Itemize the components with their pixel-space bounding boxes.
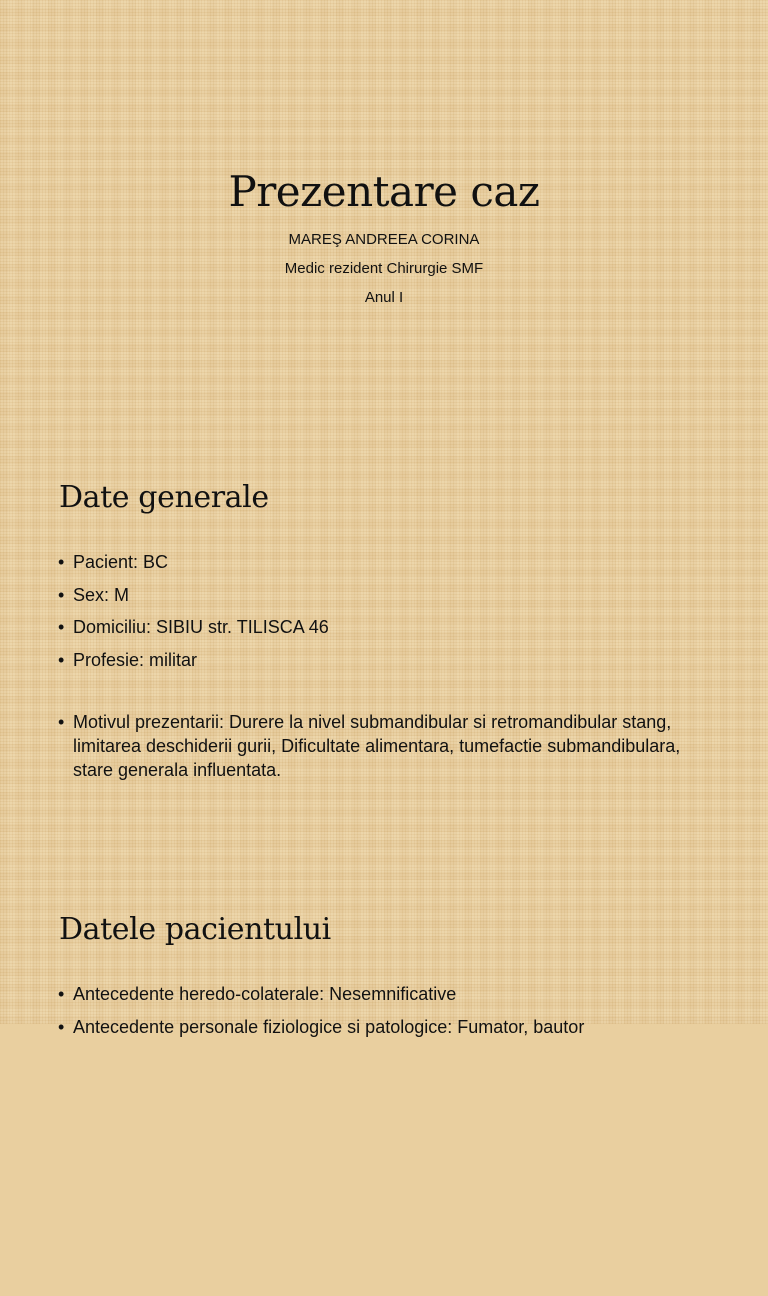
list-item — [58, 583, 718, 607]
general-data-slide — [0, 432, 768, 864]
bullet-icon: • — [58, 617, 65, 637]
list-item — [58, 615, 718, 639]
list-item — [58, 648, 718, 672]
list-item — [58, 982, 718, 1006]
bullet-icon: • — [58, 984, 65, 1004]
residency-year: Anul I — [364, 289, 404, 306]
patient-data-slide — [0, 864, 768, 1296]
presentation-title: Prezentare caz — [228, 167, 540, 216]
title-slide — [0, 0, 768, 432]
bullet-icon: • — [58, 712, 65, 732]
general-data-list — [58, 550, 718, 680]
list-item — [58, 1015, 718, 1039]
bullet-text: Pacient: BC — [73, 552, 169, 572]
author-name: MAREŞ ANDREEA CORINA — [288, 231, 480, 248]
list-item — [58, 550, 718, 574]
bullet-icon: • — [58, 649, 65, 670]
bullet-text: Sex: M — [73, 584, 130, 605]
author-role: Medic rezident Chirurgie SMF — [284, 260, 484, 277]
bullet-icon: • — [58, 1016, 65, 1037]
presentation-reason-list — [58, 710, 718, 782]
patient-data-title: Datele pacientului — [59, 912, 331, 947]
patient-data-list — [58, 982, 718, 1047]
bullet-icon: • — [58, 552, 65, 572]
list-item — [58, 710, 718, 782]
bullet-text: Antecedente personale fiziologice si patologice: Fumator, bautor — [73, 1016, 585, 1037]
presentation-reason-text: Motivul prezentarii: Durere la nivel submandibular si retromandibular stang, limitarea deschiderii gurii, Dificultate alimentara, tumefactie submandibulara, stare generala influentata. — [73, 712, 681, 780]
bullet-text: Profesie: militar — [73, 649, 198, 670]
bullet-icon: • — [58, 584, 65, 605]
general-data-title: Date generale — [59, 480, 269, 515]
bullet-text: Domiciliu: SIBIU str. TILISCA 46 — [73, 617, 329, 637]
bullet-text: Antecedente heredo-colaterale: Nesemnificative — [73, 984, 457, 1004]
